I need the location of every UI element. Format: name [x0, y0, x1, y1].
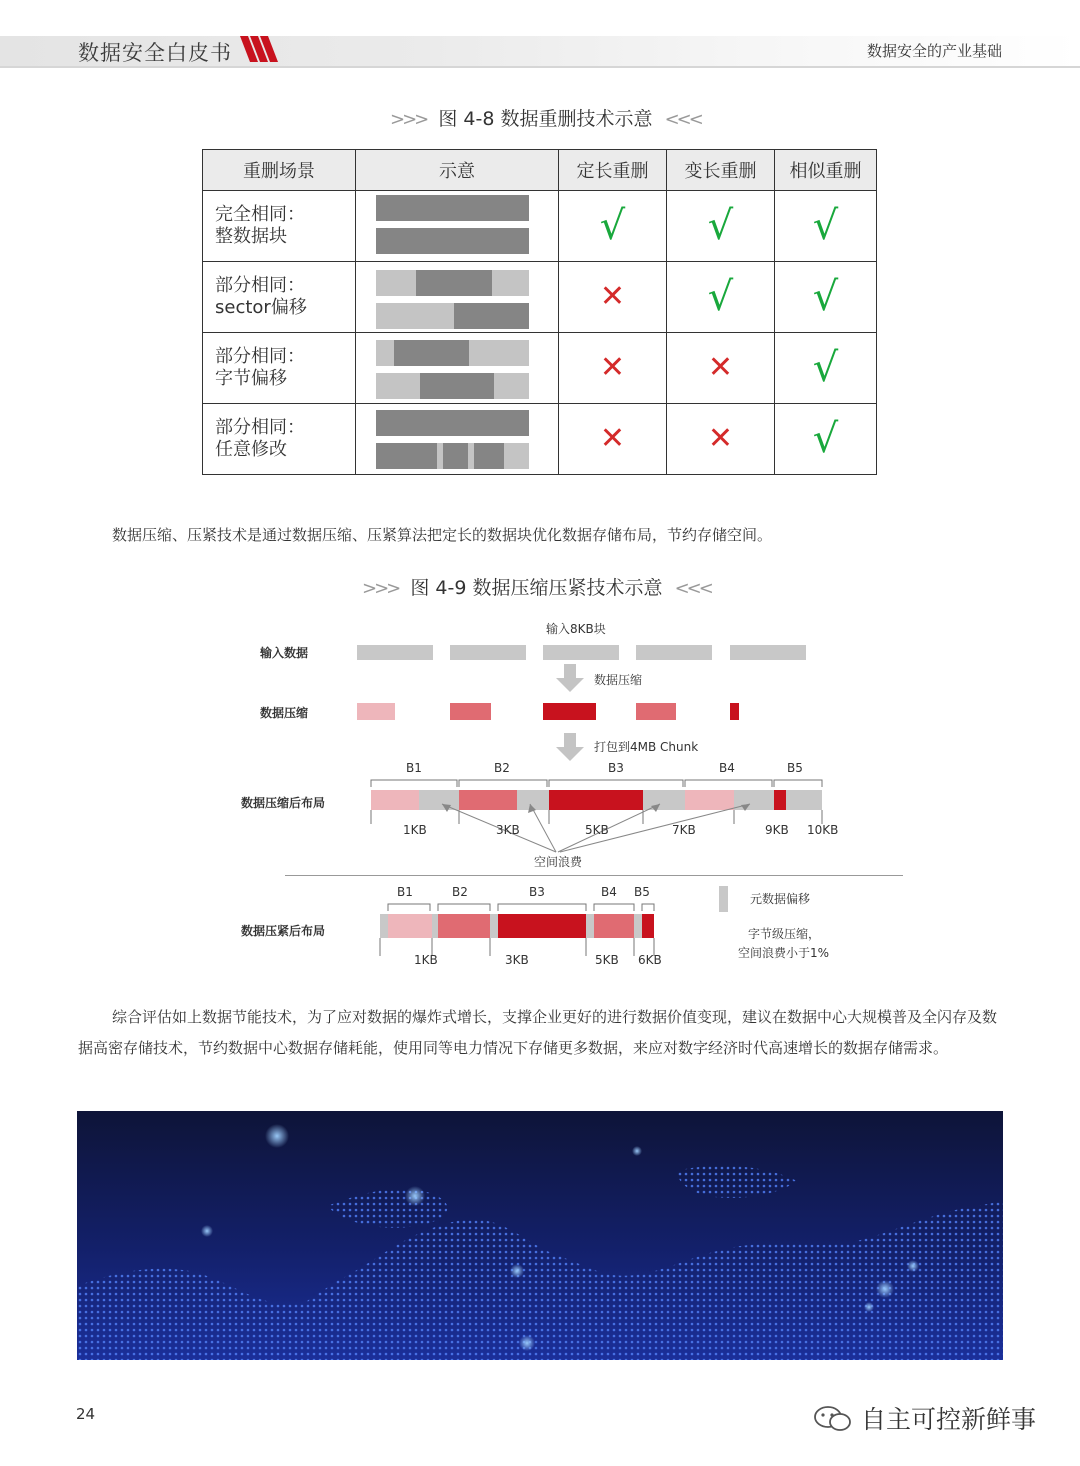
- table-header-row: [203, 150, 877, 191]
- row-label-layout-compacted: 数据压紧后布局: [241, 924, 326, 938]
- col-scenario: 重删场景: [203, 150, 356, 191]
- block-bar-highlight: [420, 373, 494, 399]
- scenario-cell: 完全相同： 整数据块: [203, 191, 356, 262]
- down-arrow-icon: [556, 733, 584, 761]
- row-label-input: 输入数据: [260, 646, 309, 660]
- block-bar-segment: [474, 443, 504, 469]
- block-label-b5: B5: [634, 885, 650, 899]
- legend-meta-label: 元数据偏移: [750, 892, 811, 906]
- fixed-check-icon: √: [559, 191, 667, 262]
- row-label-layout-compressed: 数据压缩后布局: [241, 796, 326, 810]
- compressed-block: [357, 703, 395, 720]
- fixed-cross-icon: ✕: [559, 404, 667, 475]
- block-bar-highlight: [416, 270, 492, 296]
- col-similar-dedup: 相似重删: [775, 150, 877, 191]
- col-diagram: 示意: [356, 150, 559, 191]
- caption-text: 图 4-9 数据压缩压紧技术示意: [410, 577, 663, 599]
- header-stripes: [240, 36, 282, 62]
- variable-cross-icon: ✕: [667, 333, 775, 404]
- block-bar-segment: [376, 443, 437, 469]
- input-block: [730, 645, 806, 660]
- block-label-b3: B3: [608, 761, 624, 775]
- caption-arrow-right-icon: >>>: [362, 578, 399, 599]
- compacted-layout-diagram: [370, 900, 670, 960]
- tick-1kb: 1KB: [414, 953, 438, 967]
- table-row: [203, 333, 877, 404]
- legend-meta-swatch: [719, 886, 728, 912]
- tick-5kb: 5KB: [595, 953, 619, 967]
- tick-1kb: 1KB: [403, 823, 427, 837]
- compressed-layout-diagram: [360, 776, 840, 866]
- figure-caption-4-9: [362, 573, 711, 600]
- fixed-cross-icon: ✕: [559, 333, 667, 404]
- similar-check-icon: √: [775, 262, 877, 333]
- chapter-title: 数据安全的产业基础: [866, 42, 1002, 60]
- block-bar: [376, 228, 529, 254]
- block-label-b2: B2: [494, 761, 510, 775]
- input-block: [357, 645, 433, 660]
- diagram-cell: [356, 262, 559, 333]
- diagram-cell: [356, 333, 559, 404]
- caption-arrow-right-icon: >>>: [390, 109, 427, 130]
- caption-arrow-left-icon: <<<: [664, 109, 701, 130]
- input-block-label: 输入8KB块: [546, 622, 606, 636]
- wechat-account-name: 自主可控新鲜事: [860, 1405, 1036, 1434]
- down-arrow-icon: [556, 664, 584, 692]
- block-bar-highlight: [454, 303, 529, 329]
- tick-6kb: 6KB: [638, 953, 662, 967]
- block-bar-segment: [443, 443, 468, 469]
- page-number: 24: [76, 1405, 96, 1423]
- input-block: [543, 645, 619, 660]
- input-block: [636, 645, 712, 660]
- book-title: 数据安全白皮书: [78, 41, 232, 65]
- caption-text: 图 4-8 数据重删技术示意: [438, 108, 653, 130]
- paragraph-compression-intro: 数据压缩、压紧技术是通过数据压缩、压紧算法把定长的数据块优化数据存储布局，节约存储空间。: [112, 526, 773, 544]
- block-label-b1: B1: [406, 761, 422, 775]
- block-label-b1: B1: [397, 885, 413, 899]
- similar-check-icon: √: [775, 191, 877, 262]
- col-variable-dedup: 变长重删: [667, 150, 775, 191]
- wechat-watermark: [813, 1400, 1036, 1436]
- similar-check-icon: √: [775, 404, 877, 475]
- note-line-1: 字节级压缩，: [748, 927, 821, 941]
- variable-check-icon: √: [667, 191, 775, 262]
- step-pack-label: 打包到4MB Chunk: [594, 740, 699, 754]
- tick-3kb: 3KB: [505, 953, 529, 967]
- tick-7kb: 7KB: [672, 823, 696, 837]
- step-compress-label: 数据压缩: [594, 673, 643, 687]
- compressed-block: [636, 703, 676, 720]
- compressed-block: [450, 703, 491, 720]
- block-bar: [376, 410, 529, 436]
- world-map-banner-image: [77, 1111, 1003, 1360]
- tick-9kb: 9KB: [765, 823, 789, 837]
- scenario-cell: 部分相同： sector偏移: [203, 262, 356, 333]
- compressed-block: [730, 703, 739, 720]
- variable-cross-icon: ✕: [667, 404, 775, 475]
- block-label-b5: B5: [787, 761, 803, 775]
- note-line-2: 空间浪费小于1%: [738, 946, 830, 960]
- fixed-cross-icon: ✕: [559, 262, 667, 333]
- block-label-b2: B2: [452, 885, 468, 899]
- scenario-cell: 部分相同： 字节偏移: [203, 333, 356, 404]
- compressed-block: [543, 703, 596, 720]
- dedup-table: [202, 149, 877, 475]
- variable-check-icon: √: [667, 262, 775, 333]
- block-label-b3: B3: [529, 885, 545, 899]
- block-label-b4: B4: [601, 885, 617, 899]
- waste-label: 空间浪费: [534, 855, 583, 869]
- table-row: [203, 262, 877, 333]
- similar-check-icon: √: [775, 333, 877, 404]
- row-label-compress: 数据压缩: [260, 706, 309, 720]
- diagram-cell: [356, 191, 559, 262]
- block-bar-highlight: [394, 340, 469, 366]
- table-row: [203, 404, 877, 475]
- diagram-divider: [285, 875, 903, 876]
- tick-10kb: 10KB: [807, 823, 839, 837]
- table-row: [203, 191, 877, 262]
- col-fixed-dedup: 定长重删: [559, 150, 667, 191]
- caption-arrow-left-icon: <<<: [674, 578, 711, 599]
- input-block: [450, 645, 526, 660]
- scenario-cell: 部分相同： 任意修改: [203, 404, 356, 475]
- block-bar: [376, 195, 529, 221]
- block-label-b4: B4: [719, 761, 735, 775]
- diagram-cell: [356, 404, 559, 475]
- tick-5kb: 5KB: [585, 823, 609, 837]
- figure-caption-4-8: [390, 104, 701, 131]
- tick-3kb: 3KB: [496, 823, 520, 837]
- paragraph-summary: 综合评估如上数据节能技术，为了应对数据的爆炸式增长，支撑企业更好的进行数据价值变现，建议在数据中心大规模普及全闪存及数据高密存储技术，节约数据中心数据存储耗能，使用同等电力情况下存储更多数据，来应对数字经济时代高速增长的数据存储需求。: [78, 1008, 998, 1057]
- wechat-icon: [813, 1405, 853, 1431]
